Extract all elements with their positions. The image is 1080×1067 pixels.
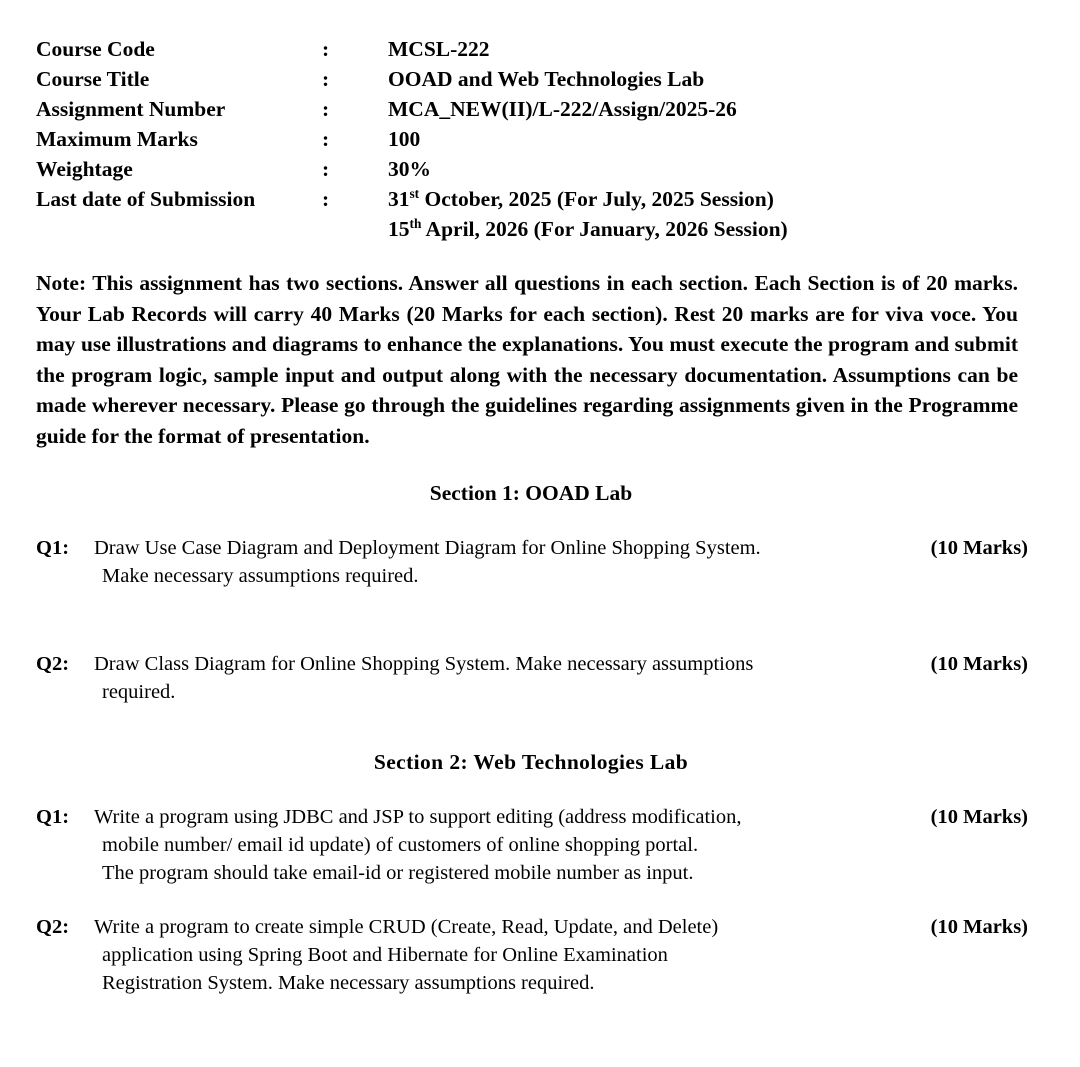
question-line: Draw Use Case Diagram and Deployment Diagram for Online Shopping System. bbox=[94, 537, 761, 559]
meta-colon-course-title: : bbox=[322, 67, 330, 91]
meta-colon-course-code: : bbox=[322, 37, 330, 61]
question-text bbox=[94, 803, 876, 887]
section-1-heading: Section 1: OOAD Lab bbox=[429, 481, 633, 505]
meta-colon-weightage: : bbox=[322, 157, 330, 181]
question-marks: (10 Marks) bbox=[930, 806, 1028, 828]
question-line: required. bbox=[102, 681, 176, 703]
section-1-question-1 bbox=[36, 534, 1028, 590]
meta-label-maximum-marks: Maximum Marks bbox=[36, 127, 198, 151]
meta-value-weightage: 30% bbox=[388, 157, 431, 181]
question-line: Write a program using JDBC and JSP to support editing (address modification, bbox=[94, 806, 742, 828]
meta-colon-last-date: : bbox=[322, 187, 330, 211]
meta-value-course-code: MCSL-222 bbox=[388, 37, 490, 61]
meta-label-course-title: Course Title bbox=[36, 67, 150, 91]
section-2-heading: Section 2: Web Technologies Lab bbox=[373, 750, 689, 774]
section-2-question-2 bbox=[36, 913, 1028, 997]
meta-label-course-code: Course Code bbox=[36, 37, 155, 61]
meta-value-maximum-marks: 100 bbox=[388, 127, 421, 151]
meta-row-maximum-marks bbox=[36, 124, 788, 154]
question-marks: (10 Marks) bbox=[930, 653, 1028, 675]
meta-label-assignment-number: Assignment Number bbox=[36, 97, 226, 121]
question-line: application using Spring Boot and Hibernate for Online Examination bbox=[102, 944, 668, 966]
meta-row-course-title bbox=[36, 64, 788, 94]
meta-label-last-date: Last date of Submission bbox=[36, 187, 256, 211]
question-marks: (10 Marks) bbox=[930, 916, 1028, 938]
question-number: Q1: bbox=[36, 806, 70, 828]
question-number: Q1: bbox=[36, 537, 70, 559]
meta-value-last-date-july: 31st October, 2025 (For July, 2025 Session) bbox=[388, 185, 774, 211]
section-2-question-1 bbox=[36, 803, 1028, 887]
course-meta-table bbox=[36, 34, 788, 244]
meta-colon-empty bbox=[322, 214, 388, 244]
question-number: Q2: bbox=[36, 916, 70, 938]
meta-row-course-code bbox=[36, 34, 788, 64]
meta-colon-assignment-number: : bbox=[322, 97, 330, 121]
meta-row-weightage bbox=[36, 154, 788, 184]
question-number: Q2: bbox=[36, 653, 70, 675]
question-line: The program should take email-id or registered mobile number as input. bbox=[102, 862, 694, 884]
question-text bbox=[94, 650, 876, 706]
question-line: Write a program to create simple CRUD (Create, Read, Update, and Delete) bbox=[94, 916, 719, 938]
question-line: Draw Class Diagram for Online Shopping System. Make necessary assumptions bbox=[94, 653, 754, 675]
meta-colon-maximum-marks: : bbox=[322, 127, 330, 151]
section-1-question-2 bbox=[36, 650, 1028, 706]
meta-label-empty bbox=[36, 214, 322, 244]
meta-value-last-date-january: 15th April, 2026 (For January, 2026 Session) bbox=[388, 215, 788, 241]
meta-value-assignment-number: MCA_NEW(II)/L-222/Assign/2025-26 bbox=[388, 97, 737, 121]
assignment-note: Note: This assignment has two sections. Answer all questions in each section. Each Section is of 20 marks. Your Lab Records will carry 40 Marks (20 Marks for each section). Rest 20 marks are for viva voce. You may use illustrations and diagrams to enhance the explanations. You must execute the program and submit the program logic, sample input and output along with the necessary documentation. Assumptions can be made wherever necessary. Please go through the guidelines regarding assignments given in the Programme guide for the format of presentation. bbox=[36, 271, 1018, 448]
question-spacer bbox=[34, 590, 1028, 624]
question-line: mobile number/ email id update) of customers of online shopping portal. bbox=[102, 834, 699, 856]
meta-label-weightage: Weightage bbox=[36, 157, 133, 181]
meta-row-last-date bbox=[36, 184, 788, 214]
question-marks: (10 Marks) bbox=[930, 537, 1028, 559]
question-text bbox=[94, 534, 876, 590]
question-line: Make necessary assumptions required. bbox=[102, 565, 419, 587]
meta-row-assignment-number bbox=[36, 94, 788, 124]
meta-value-course-title: OOAD and Web Technologies Lab bbox=[388, 67, 705, 91]
meta-row-last-date-second bbox=[36, 214, 788, 244]
question-text bbox=[94, 913, 876, 997]
question-line: Registration System. Make necessary assumptions required. bbox=[102, 972, 595, 994]
